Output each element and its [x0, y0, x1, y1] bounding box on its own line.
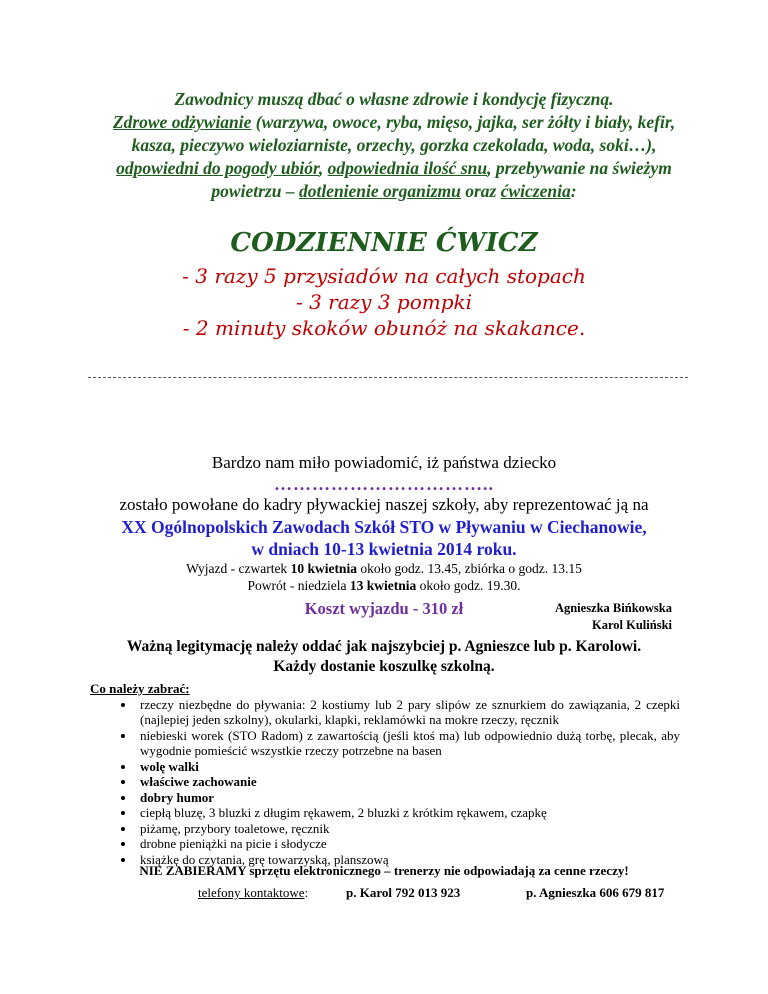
return-time: około godz. 19.30.: [416, 578, 521, 593]
intro-sentence: Zawodnicy muszą dbać o własne zdrowie i kondycję fizyczną.: [174, 89, 614, 109]
packing-list: [90, 697, 680, 868]
exercise-item: - 3 razy 3 pompki: [295, 290, 473, 314]
clothing-term: odpowiedni do pogody ubiór: [116, 158, 319, 178]
departure-date: 10 kwietnia: [290, 561, 357, 576]
exercise-list: [0, 263, 768, 341]
list-item: • dobry humor: [136, 790, 680, 806]
signer-name: Karol Kuliński: [591, 618, 672, 632]
squad-line: zostało powołane do kadry pływackiej naszej szkoły, aby reprezentować ją na: [119, 495, 649, 514]
phone-karol: p. Karol 792 013 923: [346, 885, 461, 900]
signer-name: Agnieszka Bińkowska: [554, 601, 672, 615]
healthy-eating-term: Zdrowe odżywianie: [112, 112, 252, 132]
id-card-notice: Ważną legitymację należy oddać jak najszybciej p. Agnieszce lub p. Karolowi.: [126, 638, 642, 655]
contacts-label: telefony kontaktowe: [198, 885, 305, 900]
sleep-term: odpowiednia ilość snu: [327, 158, 488, 178]
important-notice: [0, 637, 768, 677]
exercise-item: - 2 minuty skoków obunóż na skakance.: [182, 316, 586, 340]
packing-list-title: Co należy zabrać:: [90, 681, 190, 696]
packing-list-section: [90, 681, 680, 867]
list-item: • właściwe zachowanie: [136, 774, 680, 790]
competition-name: XX Ogólnopolskich Zawodach Szkół STO w Pływaniu w Ciechanowie,: [121, 517, 647, 537]
return-line: [0, 577, 768, 594]
health-intro-paragraph: [95, 88, 693, 203]
food-list-text: (warzywa, owoce, ryba, mięso, jajka, ser żółty i biały, kefir, kasza, pieczywo wieloziarniste, orzechy, gorzka czekolada, woda, soki…),: [131, 112, 676, 155]
list-item: • rzeczy niezbędne do pływania: 2 kostiumy lub 2 pary slipów ze sznurkiem do zawiązania, 2 czepki (najlepiej jeden szkolny), okularki, klapki, reklamówki na mokre rzeczy, ręcznik: [136, 697, 680, 728]
invitation-line: Bardzo nam miło powiadomić, iż państwa dziecko: [211, 453, 557, 472]
conjunction-text: oraz: [460, 181, 501, 201]
trip-cost: Koszt wyjazdu - 310 zł: [304, 599, 464, 618]
list-item: • piżamę, przybory toaletowe, ręcznik: [136, 821, 680, 837]
signatories: [555, 600, 672, 634]
exercise-heading: CODZIENNIE ĆWICZ: [230, 228, 538, 258]
competition-dates: w dniach 10-13 kwietnia 2014 roku.: [251, 539, 517, 559]
contact-phones: [198, 885, 698, 901]
list-item: • niebieski worek (STO Radom) z zawartością (jeśli ktoś ma) lub odpowiednio dużą torbę, plecak, aby wygodnie pomieścić wszystkie rzeczy potrzebne na basen: [136, 728, 680, 759]
exercise-item: - 3 razy 5 przysiadów na całych stopach: [182, 264, 586, 288]
fresh-air-text: , przebywanie na świeżym powietrzu –: [211, 158, 672, 201]
departure-line: [0, 560, 768, 577]
departure-label: Wyjazd - czwartek: [186, 561, 291, 576]
oxygenation-term: dotlenienie organizmu: [298, 181, 461, 201]
exercises-term: ćwiczenia: [500, 181, 571, 201]
electronics-warning: NIE ZABIERAMY sprzętu elektronicznego – trenerzy nie odpowiadają za cenne rzeczy!: [139, 863, 629, 878]
contacts-colon: :: [304, 885, 309, 900]
list-item: • ciepłą bluzę, 3 bluzki z długim rękawem, 2 bluzki z krótkim rękawem, czapkę: [136, 805, 680, 821]
list-item: • wolę walki: [136, 759, 680, 775]
list-item: • książkę do czytania, grę towarzyską, planszową: [136, 852, 680, 868]
tshirt-notice: Każdy dostanie koszulkę szkolną.: [273, 658, 495, 675]
list-item: • drobne pieniążki na picie i słodycze: [136, 836, 680, 852]
return-date: 13 kwietnia: [349, 578, 417, 593]
name-placeholder-dots: ……………………………..: [274, 474, 494, 494]
return-label: Powrót - niedziela: [247, 578, 350, 593]
invitation-block: [0, 452, 768, 620]
dashed-divider: [88, 377, 688, 378]
departure-time: około godz. 13.45, zbiórka o godz. 13.15: [356, 561, 582, 576]
separator-text: ,: [318, 158, 328, 178]
phone-agnieszka: p. Agnieszka 606 679 817: [526, 885, 665, 900]
colon-text: :: [570, 181, 577, 201]
